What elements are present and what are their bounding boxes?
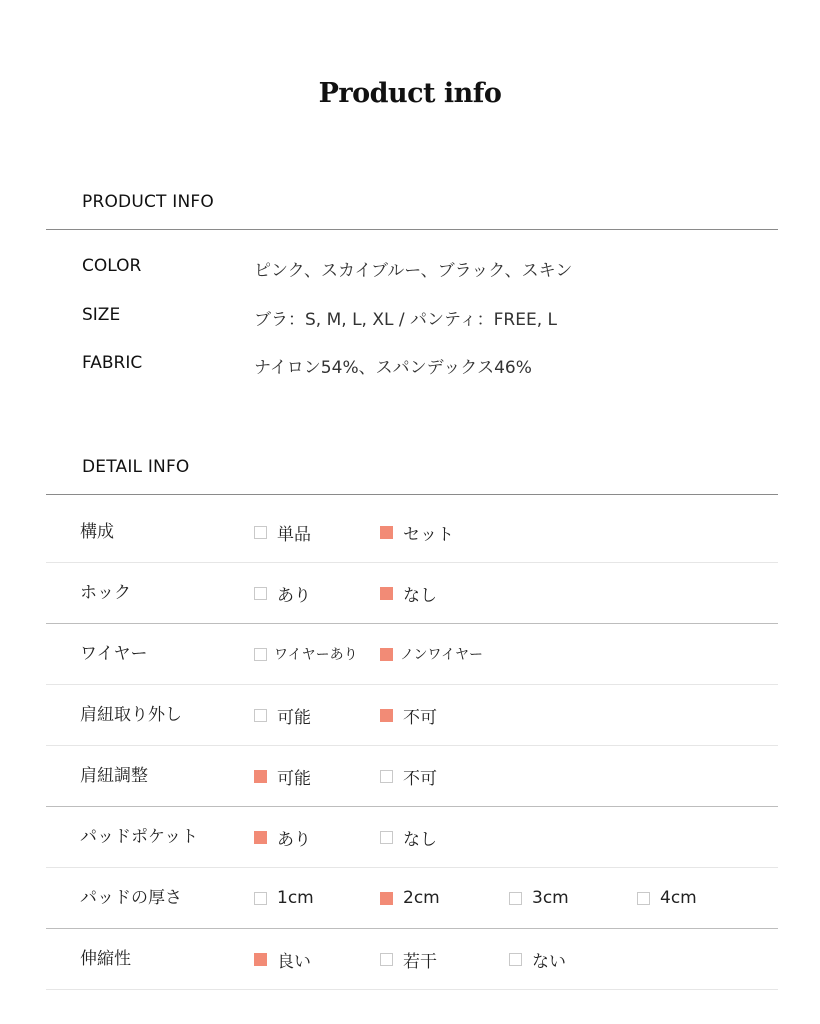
checkbox-indicator xyxy=(380,770,393,783)
detail-row-label: パッドの厚さ xyxy=(80,888,182,908)
detail-option-text: 1cm xyxy=(277,888,314,908)
detail-option-text: なし xyxy=(403,829,437,850)
detail-info-heading: DETAIL INFO xyxy=(82,457,190,477)
detail-option-text: 良い xyxy=(277,951,311,972)
detail-option-text: 単品 xyxy=(277,524,311,545)
product-row-label: SIZE xyxy=(82,305,121,325)
detail-option-text: 不可 xyxy=(403,707,437,728)
detail-option-text: 3cm xyxy=(532,888,569,908)
detail-row-pad-pocket xyxy=(46,807,778,868)
detail-option-selected xyxy=(254,746,311,806)
detail-row-label: ホック xyxy=(80,583,131,603)
product-row-color xyxy=(0,256,820,280)
product-row-value: ブラ：S, M, L, XL / パンティ：FREE, L xyxy=(254,310,557,330)
detail-option xyxy=(254,502,311,562)
checkbox-indicator xyxy=(254,526,267,539)
checkbox-indicator xyxy=(254,587,267,600)
detail-option-text: なし xyxy=(403,585,437,606)
checkbox-indicator xyxy=(509,892,522,905)
checkbox-indicator xyxy=(380,648,393,661)
checkbox-indicator xyxy=(380,526,393,539)
detail-option-selected xyxy=(380,624,483,684)
checkbox-indicator xyxy=(254,770,267,783)
product-row-fabric xyxy=(0,353,820,377)
detail-row-hook xyxy=(46,563,778,624)
detail-option-text: ない xyxy=(532,951,566,972)
detail-option-text: あり xyxy=(277,585,311,606)
checkbox-indicator xyxy=(380,709,393,722)
detail-row-label: 伸縮性 xyxy=(80,949,131,969)
detail-option-selected xyxy=(380,685,437,745)
product-row-value: ナイロン54%、スパンデックス46% xyxy=(254,358,532,378)
detail-option xyxy=(637,868,697,928)
detail-option-text: 可能 xyxy=(277,707,311,728)
detail-option-text: 可能 xyxy=(277,768,311,789)
detail-row-strap-adjust xyxy=(46,746,778,807)
checkbox-indicator xyxy=(254,648,267,661)
product-row-size xyxy=(0,305,820,329)
product-info-heading: PRODUCT INFO xyxy=(82,192,214,212)
checkbox-indicator xyxy=(254,831,267,844)
detail-row-wire xyxy=(46,624,778,685)
detail-option xyxy=(254,685,311,745)
page-title: Product info xyxy=(318,78,502,109)
product-info-divider xyxy=(46,229,778,230)
detail-option xyxy=(380,746,437,806)
detail-option-text: ノンワイヤー xyxy=(400,647,484,663)
checkbox-indicator xyxy=(254,709,267,722)
detail-option-text: あり xyxy=(277,829,311,850)
detail-row-strap-removal xyxy=(46,685,778,746)
detail-option-text: 不可 xyxy=(403,768,437,789)
detail-row-label: ワイヤー xyxy=(80,644,148,664)
detail-option-text: セット xyxy=(403,524,454,545)
checkbox-indicator xyxy=(509,953,522,966)
detail-option xyxy=(254,624,358,684)
checkbox-indicator xyxy=(380,892,393,905)
checkbox-indicator xyxy=(380,831,393,844)
checkbox-indicator xyxy=(380,587,393,600)
detail-option xyxy=(509,868,569,928)
detail-option-selected xyxy=(380,868,440,928)
detail-option-selected xyxy=(380,502,454,562)
detail-option-text: 4cm xyxy=(660,888,697,908)
product-row-value: ピンク、スカイブルー、ブラック、スキン xyxy=(254,261,573,281)
checkbox-indicator xyxy=(380,953,393,966)
detail-option-text: 2cm xyxy=(403,888,440,908)
detail-option-selected xyxy=(254,929,311,989)
detail-row-composition xyxy=(46,502,778,563)
product-row-label: FABRIC xyxy=(82,353,143,373)
detail-option-selected xyxy=(380,563,437,623)
detail-info-table xyxy=(46,502,778,990)
detail-option-text: ワイヤーあり xyxy=(274,647,358,663)
detail-option xyxy=(254,563,311,623)
detail-option xyxy=(254,868,314,928)
detail-row-label: 肩紐調整 xyxy=(80,766,148,786)
detail-option xyxy=(509,929,566,989)
detail-row-elasticity xyxy=(46,929,778,990)
detail-info-divider xyxy=(46,494,778,495)
detail-row-label: パッドポケット xyxy=(80,827,199,847)
detail-option-selected xyxy=(254,807,311,867)
product-row-label: COLOR xyxy=(82,256,142,276)
checkbox-indicator xyxy=(254,892,267,905)
detail-option-text: 若干 xyxy=(403,951,437,972)
detail-option xyxy=(380,929,437,989)
detail-row-pad-thickness xyxy=(46,868,778,929)
detail-row-label: 構成 xyxy=(80,522,114,542)
checkbox-indicator xyxy=(637,892,650,905)
checkbox-indicator xyxy=(254,953,267,966)
detail-option xyxy=(380,807,437,867)
detail-row-label: 肩紐取り外し xyxy=(80,705,182,725)
